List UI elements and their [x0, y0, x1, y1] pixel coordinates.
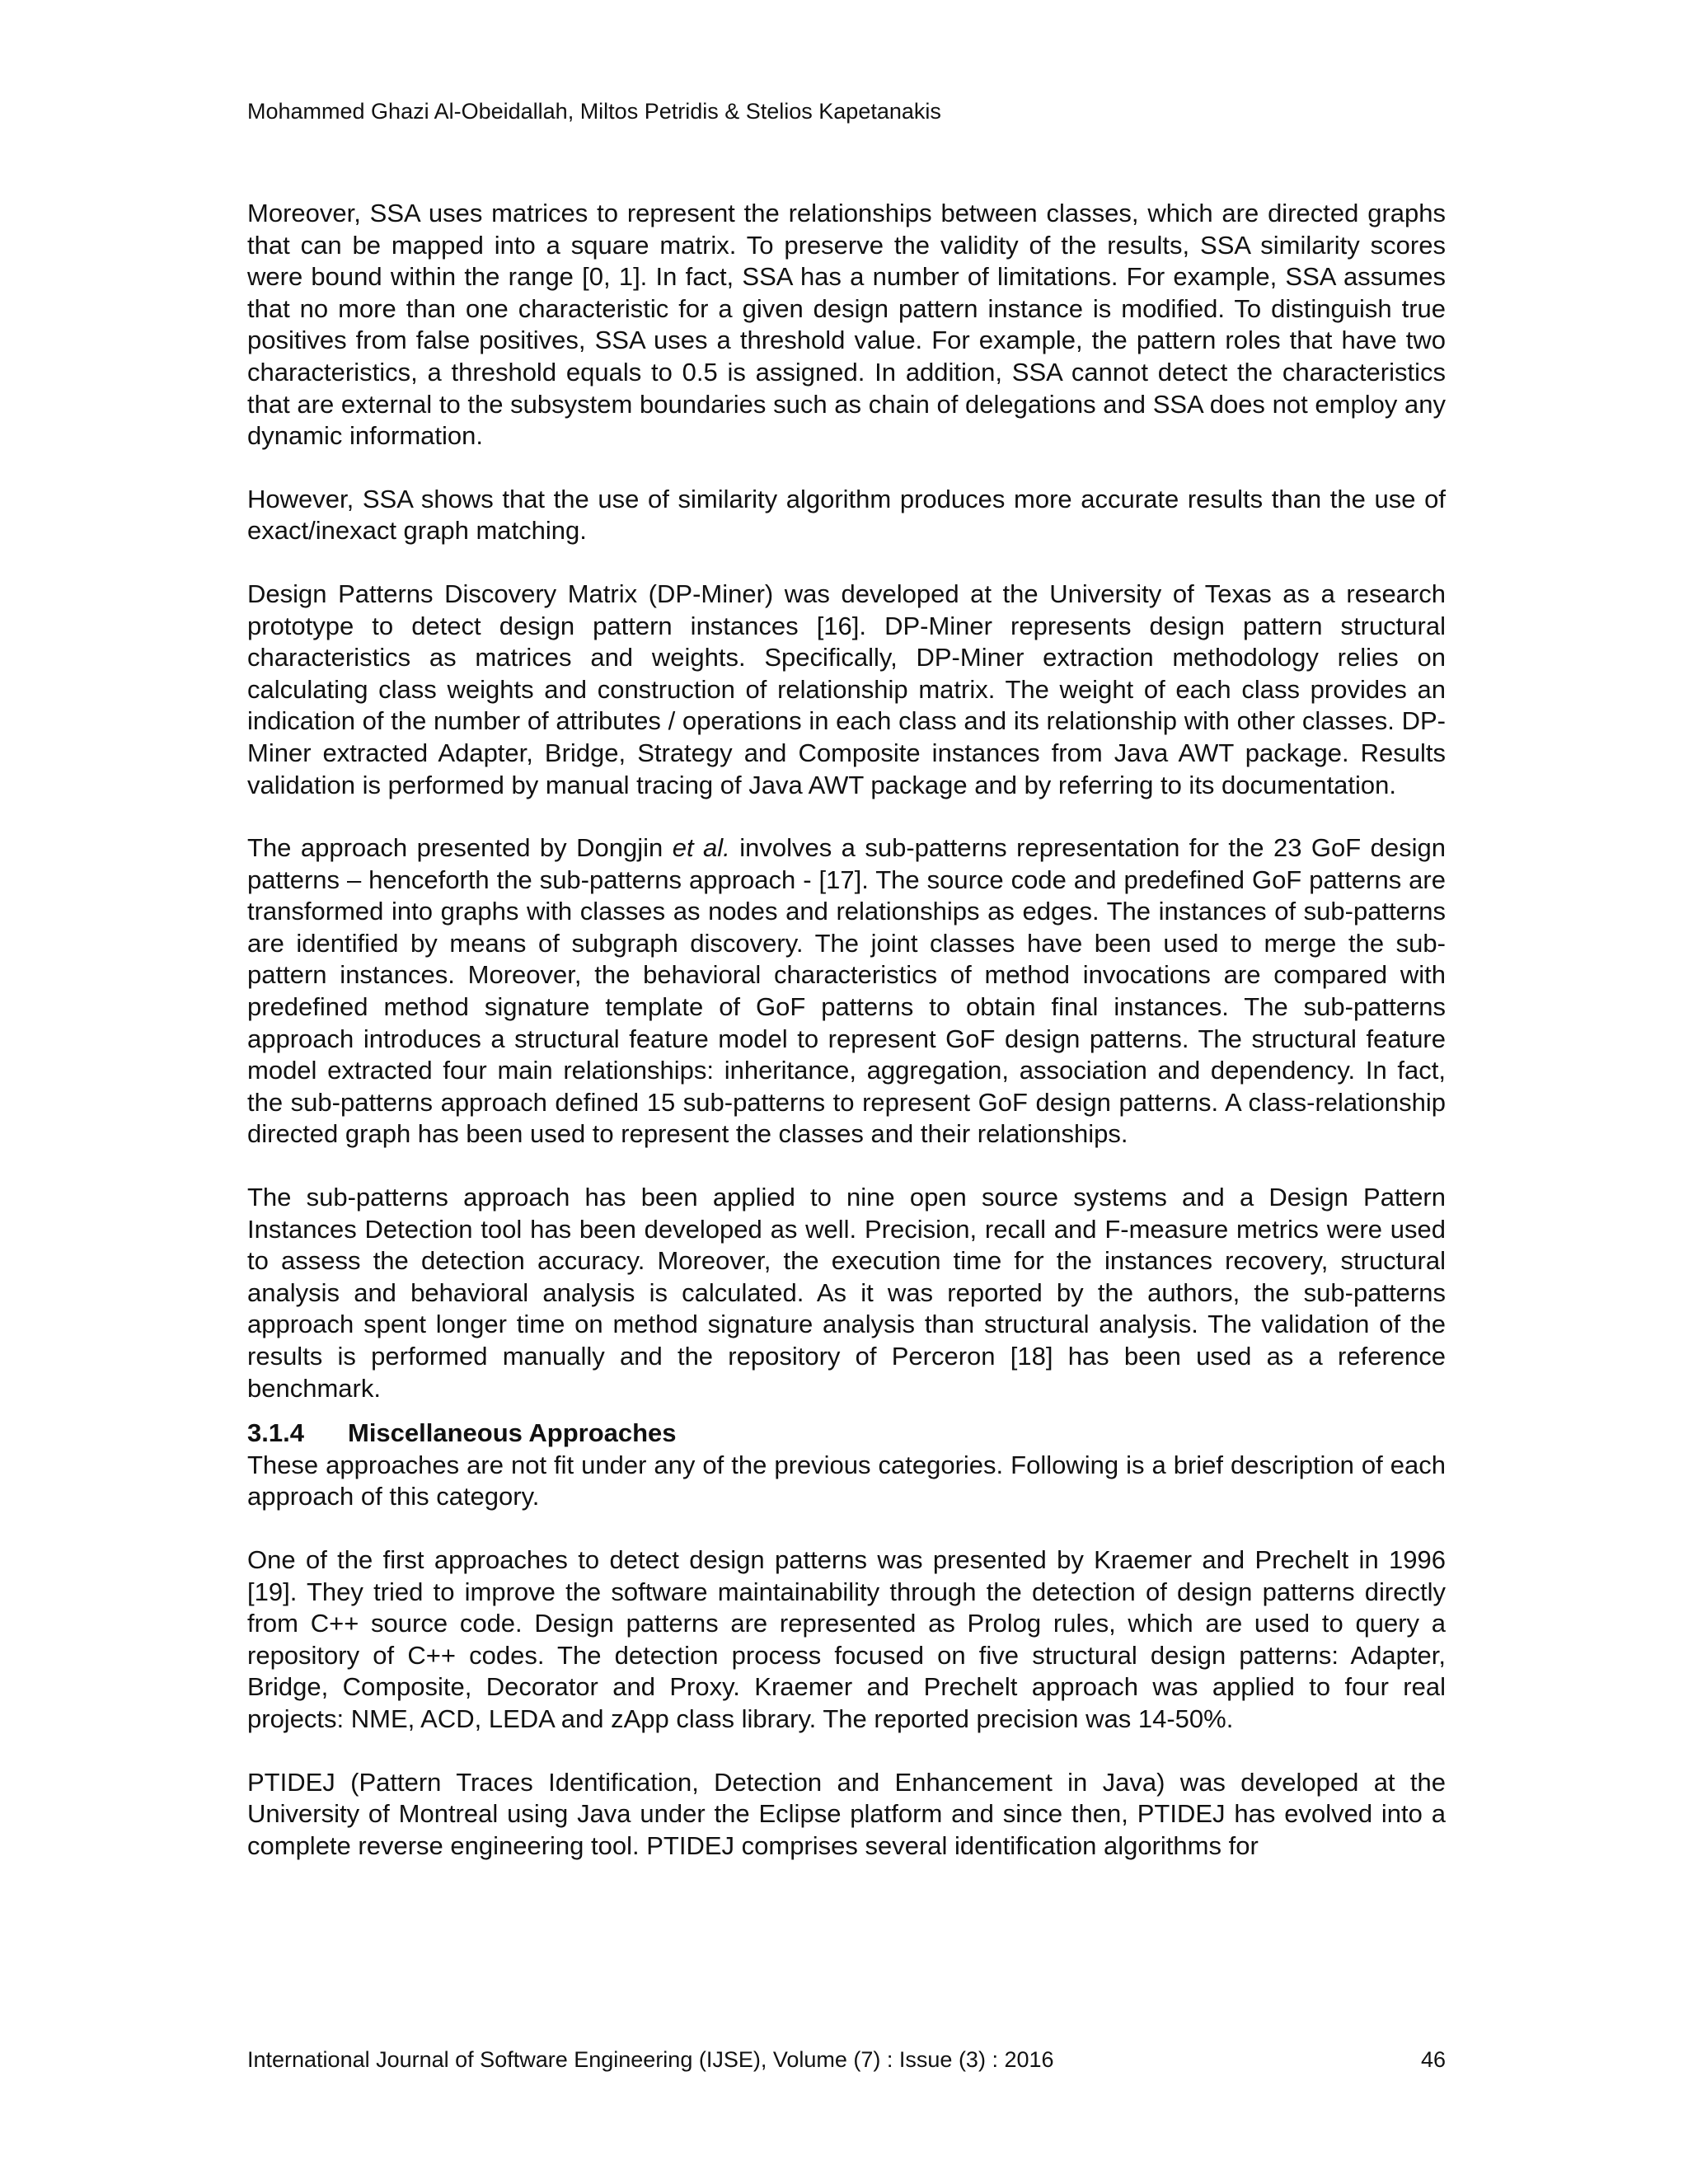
section-number: 3.1.4: [247, 1418, 304, 1448]
footer-page-number: 46: [1420, 2047, 1446, 2072]
paragraph-ssa-similarity: However, SSA shows that the use of similarity algorithm produces more accurate results than the use of exact/inexact graph matching.: [247, 484, 1446, 546]
dongjin-et-al: et al.: [672, 833, 730, 863]
footer-journal: International Journal of Software Engineering (IJSE), Volume (7) : Issue (3) : 2016: [247, 2047, 1054, 2072]
paragraph-kraemer-prechelt: One of the first approaches to detect design patterns was presented by Kraemer and Prechelt in 1996 [19]. They tried to improve the software maintainability through the detection of design patterns directly from C++ source code. Design patterns are represented as Prolog rules, which are used to query a repository of C++ codes. The detection process focused on five structural design patterns: Adapter, Bridge, Composite, Decorator and Proxy. Kraemer and Prechelt approach was applied to four real projects: NME, ACD, LEDA and zApp class library. The reported precision was 14-50%.: [247, 1544, 1446, 1733]
page-body: [247, 198, 1446, 1893]
paragraph-dongjin: [247, 832, 1446, 1151]
paragraph-misc-intro: These approaches are not fit under any of the previous categories. Following is a brief description of each approach of this category.: [247, 1450, 1446, 1511]
paragraph-ssa-matrices: Moreover, SSA uses matrices to represent the relationships between classes, which are directed graphs that can be mapped into a square matrix. To preserve the validity of the results, SSA similarity scores were bound within the range [0, 1]. In fact, SSA has a number of limitations. For example, SSA assumes that no more than one characteristic for a given design pattern instance is modified. To distinguish true positives from false positives, SSA uses a threshold value. For example, the pattern roles that have two characteristics, a threshold equals to 0.5 is assigned. In addition, SSA cannot detect the characteristics that are external to the subsystem boundaries such as chain of delegations and SSA does not employ any dynamic information.: [247, 199, 1446, 451]
paragraph-subpatterns-evaluation: The sub-patterns approach has been applied to nine open source systems and a Design Pattern Instances Detection tool has been developed as well. Precision, recall and F-measure metrics were used to assess the detection accuracy. Moreover, the execution time for the instances recovery, structural analysis and behavioral analysis is calculated. As it was reported by the authors, the sub-patterns approach spent longer time on method signature analysis than structural analysis. The validation of the results is performed manually and the repository of Perceron [18] has been used as a reference benchmark.: [247, 1183, 1446, 1403]
paragraph-ptidej: PTIDEJ (Pattern Traces Identification, Detection and Enhancement in Java) was developed at the University of Montreal using Java under the Eclipse platform and since then, PTIDEJ has evolved into a complete reverse engineering tool. PTIDEJ comprises several identification algorithms for: [247, 1767, 1446, 1860]
section-title: Miscellaneous Approaches: [348, 1418, 677, 1448]
paragraph-dp-miner: Design Patterns Discovery Matrix (DP-Miner) was developed at the University of Texas as a research prototype to detect design pattern instances [16]. DP-Miner represents design pattern structural characteristics as matrices and weights. Specifically, DP-Miner extraction methodology relies on calculating class weights and construction of relationship matrix. The weight of each class provides an indication of the number of attributes / operations in each class and its relationship with other classes. DP-Miner extracted Adapter, Bridge, Strategy and Composite instances from Java AWT package. Results validation is performed by manual tracing of Java AWT package and by referring to its documentation.: [247, 579, 1446, 799]
running-header-authors: Mohammed Ghazi Al-Obeidallah, Miltos Petridis & Stelios Kapetanakis: [247, 99, 941, 124]
section-heading: [247, 1418, 1446, 1450]
dongjin-text-after: involves a sub-patterns representation for the 23 GoF design patterns – henceforth the sub-patterns approach - [17]. The source code and predefined GoF patterns are transformed into graphs with classes as nodes and relationships as edges. The instances of sub-patterns are identified by means of subgraph discovery. The joint classes have been used to merge the sub-pattern instances. Moreover, the behavioral characteristics of method invocations are compared with predefined method signature template of GoF patterns to obtain final instances. The sub-patterns approach introduces a structural feature model to represent GoF design patterns. The structural feature model extracted four main relationships: inheritance, aggregation, association and dependency. In fact, the sub-patterns approach defined 15 sub-patterns to represent GoF design patterns. A class-relationship directed graph has been used to represent the classes and their relationships.: [247, 833, 1446, 1149]
dongjin-text-before: The approach presented by Dongjin: [247, 833, 673, 863]
